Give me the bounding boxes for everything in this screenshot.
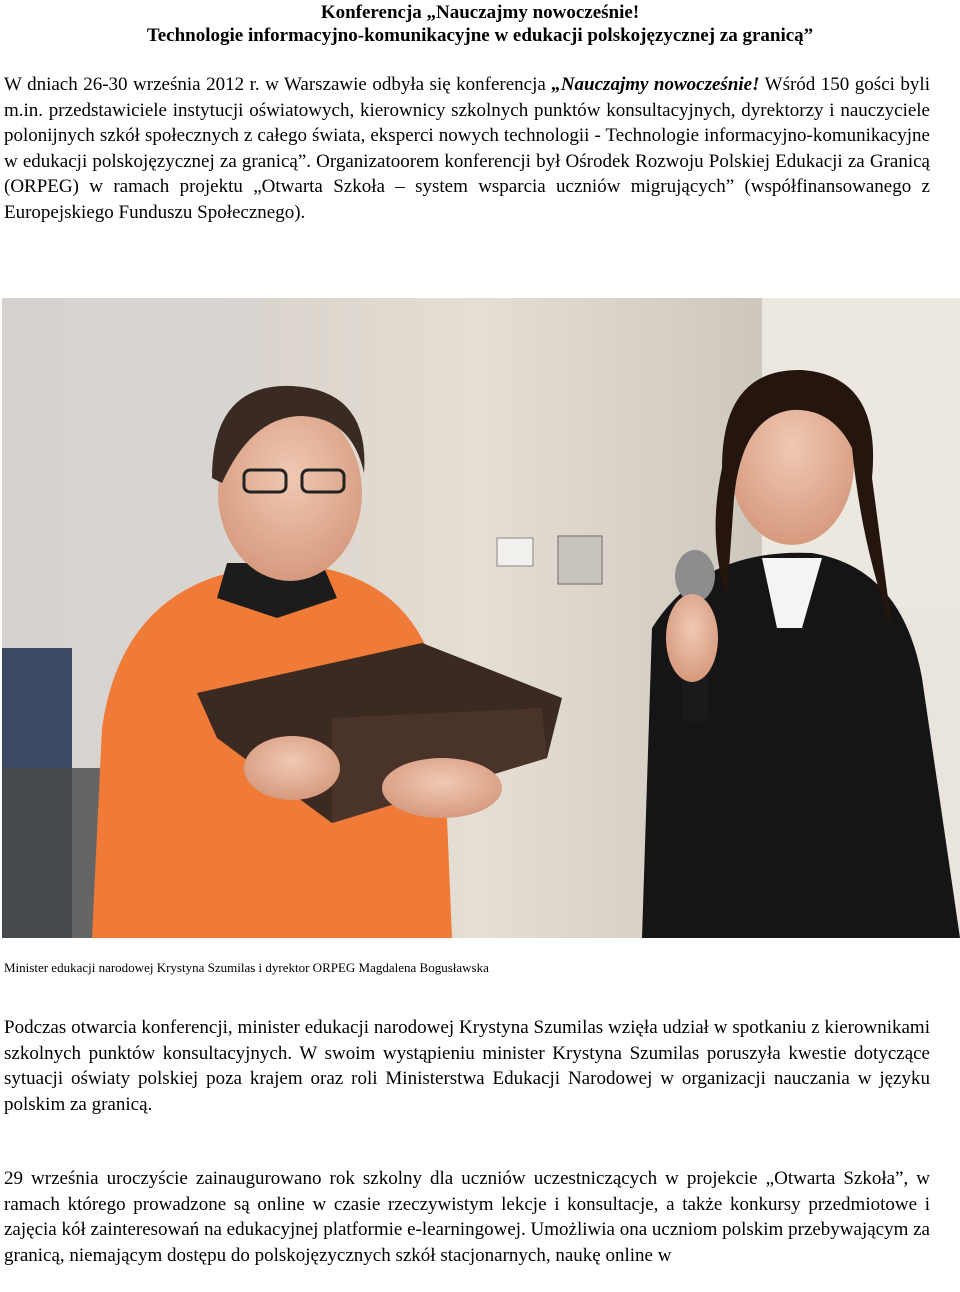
paragraph-school-year: 29 września uroczyście zainaugurowano rok szkolny dla uczniów uczestniczących w projekcie „Otwarta Szkoła”, w ramach którego prowadzone są online w czasie rzeczywistym lekcje i konsultacje, a także konkursy przedmiotowe i zajęcia kół zainteresowań na edukacyjnej platformie e-learningowej. Umożliwia ona uczniom polskim przebywającym za granicą, niemającym dostępu do polskojęzycznych szkół stacjonarnych, naukę online w [4,1168,930,1266]
intro-text-start: W dniach 26-30 września 2012 r. w Warszawie odbyła się konferencja [4,74,552,95]
wall-switch [558,536,602,584]
hands-center [382,758,502,818]
conference-name-italic: „Nauczajmy nowocześnie! [551,74,760,95]
hand-holding-microphone [666,594,718,682]
paragraph-minister-speech: Podczas otwarcia konferencji, minister edukacji narodowej Krystyna Szumilas wzięła udział w spotkaniu z kierownikami szkolnych punktów konsultacyjnych. W swoim wystąpieniu minister Krystyna Szumilas poruszyła kwestie dotyczące sytuacji oświaty polskiej poza krajem oraz roli Ministerstwa Edukacji Narodowej w organizacji nauczania w języku polskim za granicą. [4,1017,930,1115]
hand-left [244,736,340,800]
intro-paragraph [4,72,930,226]
document-title-line-1: Konferencja „Nauczajmy nowocześnie! [320,2,640,23]
document-title-line-2: Technologie informacyjno-komunikacyjne w edukacji polskojęzycznej za granicą” [146,25,814,46]
intro-text-rest: Wśród 150 gości byli m.in. przedstawiciele instytucji oświatowych, kierownicy szkolnych punktów konsultacyjnych, dyrektorzy i nauczyciele polonijnych szkół społecznych z całego świata, eksperci nowych technologii - Technologie informacyjno-komunikacyjne w edukacji polskojęzycznej za granicą”. Organizatoorem konferencji był Ośrodek Rozwoju Polskiej Edukacji za Granicą (ORPEG) w ramach projektu „Otwarta Szkoła – system wsparcia uczniów migrujących” (współfinansowanego z Europejskiego Funduszu Społecznego). [4,74,930,223]
microphone-head [675,550,715,602]
photo-illustration [2,298,960,938]
photo-caption: Minister edukacji narodowej Krystyna Szumilas i dyrektor ORPEG Magdalena Bogusławska [4,960,489,975]
thermostat [497,538,533,566]
conference-photo [2,298,960,938]
